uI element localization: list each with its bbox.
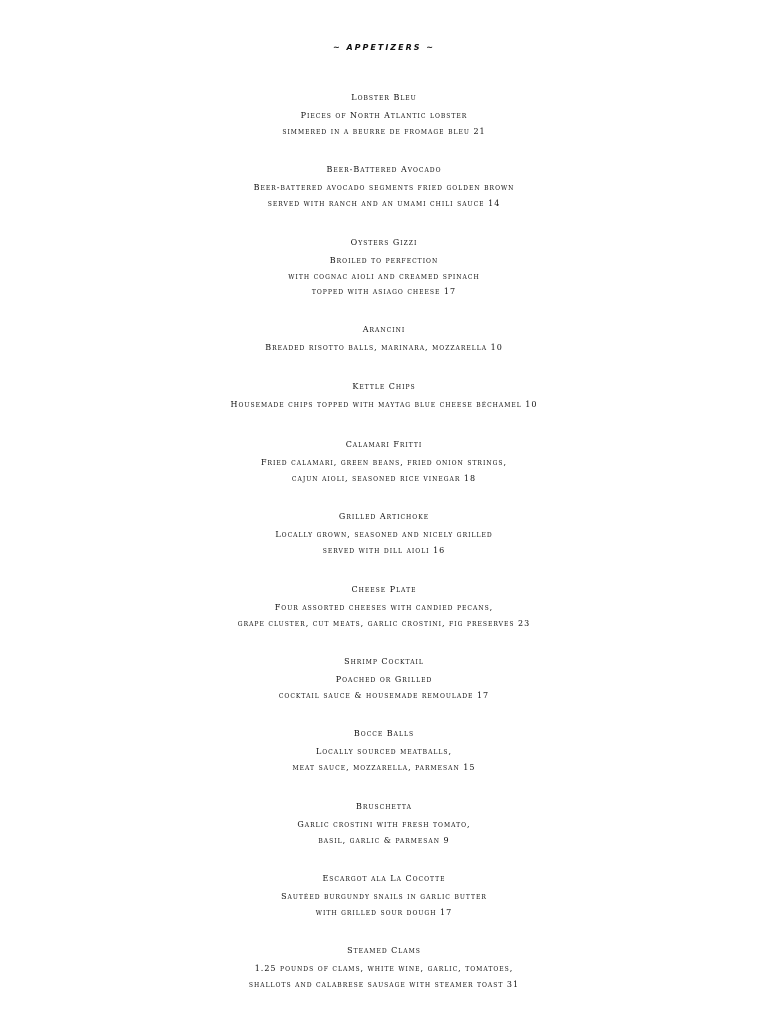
description-line: with cognac aioli and creamed spinach — [288, 271, 480, 281]
item-name: Arancini — [362, 325, 406, 334]
description-line: topped with asiago cheese 17 — [311, 287, 457, 296]
item-description — [0, 817, 768, 848]
menu-item-beer-battered-avocado — [0, 160, 768, 211]
item-description — [0, 889, 768, 920]
menu-item-escargot — [0, 869, 768, 920]
description-line: Beer-battered avocado segments fried golden brown — [253, 183, 515, 192]
item-name: Bocce Balls — [353, 729, 415, 738]
menu-item-cheese-plate — [0, 580, 768, 631]
description-line: grape cluster, cut meats, garlic crostini, fig preserves 23 — [237, 618, 531, 628]
description-line: Fried calamari, green beans, fried onion strings, — [260, 458, 508, 467]
item-description — [0, 961, 768, 992]
item-name: Beer-Battered Avocado — [326, 165, 442, 174]
item-description — [0, 180, 768, 211]
menu-title: ~ APPETIZERS ~ — [333, 43, 435, 52]
menu-item-grilled-artichoke — [0, 507, 768, 558]
item-description — [0, 340, 768, 356]
description-line: served with ranch and an umami chili sauce 14 — [267, 198, 501, 208]
item-name: Lobster Bleu — [351, 93, 417, 102]
menu-item-steamed-clams — [0, 941, 768, 992]
item-description — [0, 672, 768, 703]
description-line: Garlic crostini with fresh tomato, — [297, 820, 471, 829]
item-name: Shrimp Cocktail — [344, 657, 424, 666]
item-description — [0, 744, 768, 775]
item-name: Grilled Artichoke — [338, 512, 430, 521]
menu-item-calamari-fritti — [0, 435, 768, 486]
menu-item-arancini — [0, 320, 768, 356]
description-line: Locally sourced meatballs, — [315, 747, 453, 756]
description-line: Locally grown, seasoned and nicely grilled — [275, 530, 493, 539]
description-line: meat sauce, mozzarella, parmesan 15 — [292, 762, 476, 772]
description-line: Housemade chips topped with maytag blue cheese béchamel 10 — [230, 400, 538, 409]
item-description — [0, 600, 768, 631]
description-line: 1.25 pounds of clams, white wine, garlic, tomatoes, — [254, 964, 514, 973]
description-line: Four assorted cheeses with candied pecans, — [274, 603, 494, 612]
menu-item-oysters-gizzi — [0, 233, 768, 300]
item-name: Calamari Fritti — [345, 440, 423, 449]
description-line: basil, garlic & parmesan 9 — [318, 835, 450, 845]
menu-item-bocce-balls — [0, 724, 768, 775]
item-description — [0, 397, 768, 413]
item-name: Cheese Plate — [351, 585, 417, 594]
description-line: Sautéed burgundy snails in garlic butter — [281, 892, 487, 901]
menu-item-lobster-bleu — [0, 88, 768, 139]
description-line: Broiled to perfection — [329, 256, 439, 265]
description-line: with grilled sour dough 17 — [315, 907, 453, 917]
menu-item-kettle-chips — [0, 377, 768, 413]
description-line: cocktail sauce & housemade remoulade 17 — [278, 690, 490, 700]
item-description — [0, 108, 768, 139]
menu-item-bruschetta — [0, 797, 768, 848]
description-line: served with dill aioli 16 — [322, 545, 446, 555]
item-name: Escargot ala La Cocotte — [322, 874, 446, 883]
item-description — [0, 253, 768, 300]
menu-item-shrimp-cocktail — [0, 652, 768, 703]
description-line: Breaded risotto balls, marinara, mozzarella 10 — [265, 343, 503, 352]
item-description — [0, 527, 768, 558]
description-line: Poached or Grilled — [335, 675, 433, 684]
item-description — [0, 455, 768, 486]
item-name: Bruschetta — [356, 802, 412, 811]
description-line: simmered in a beurre de fromage bleu 21 — [282, 126, 486, 136]
item-name: Steamed Clams — [347, 946, 421, 955]
item-name: Kettle Chips — [352, 382, 416, 391]
description-line: shallots and calabrese sausage with steamer toast 31 — [248, 979, 520, 989]
item-name: Oysters Gizzi — [350, 238, 418, 247]
description-line: cajun aioli, seasoned rice vinegar 18 — [291, 473, 477, 483]
description-line: Pieces of North Atlantic lobster — [300, 111, 468, 120]
